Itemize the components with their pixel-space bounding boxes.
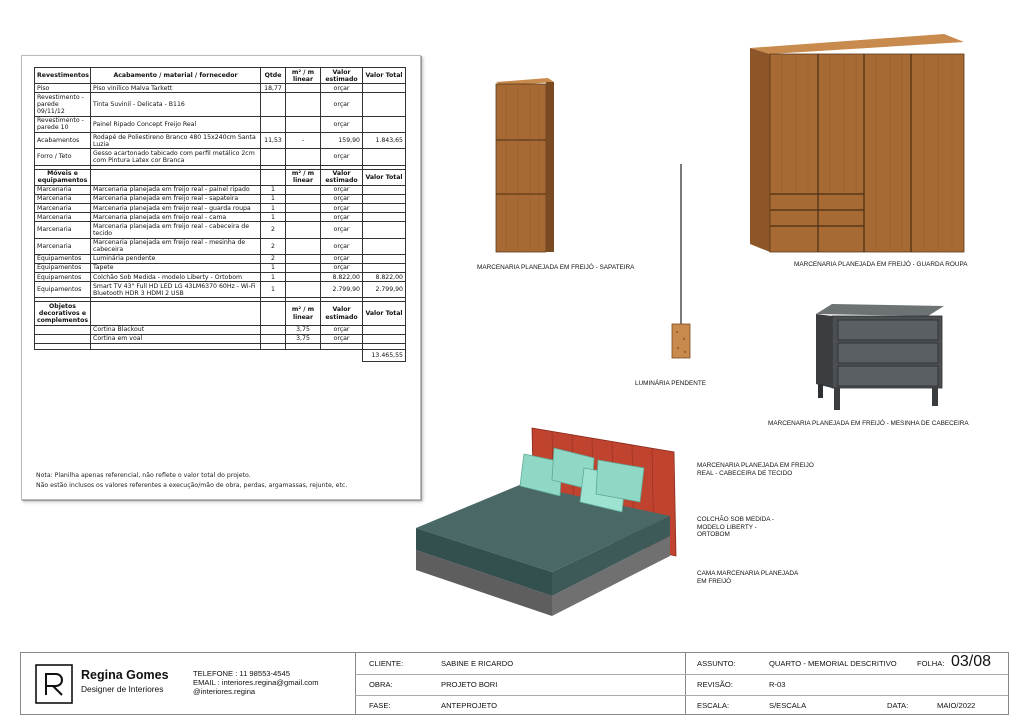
data-label: DATA: — [887, 701, 909, 710]
cabeceira-caption — [697, 462, 814, 477]
table-cell — [363, 149, 406, 165]
table-cell — [35, 334, 91, 343]
table-cell: Gesso acartonado tabicado com perfil metálico 2cm com Pintura Latex cor Branca — [91, 149, 261, 165]
regina-logo-icon — [34, 663, 74, 705]
table-cell: orçar — [321, 194, 363, 203]
table-header-cell: Revestimentos — [35, 68, 91, 84]
table-cell — [363, 185, 406, 194]
table-cell: - — [286, 133, 321, 149]
fase-label: FASE: — [369, 701, 391, 710]
table-cell: Marcenaria planejada em freijo real - sapateira — [91, 194, 261, 203]
table-cell: Cortina Blackout — [91, 325, 261, 334]
table-cell — [363, 84, 406, 93]
table-cell — [363, 93, 406, 116]
table-cell: orçar — [321, 116, 363, 132]
obra-value: PROJETO BORI — [441, 680, 498, 689]
table-cell: Tapete — [91, 263, 261, 272]
table-row — [35, 254, 406, 263]
table-cell: Smart TV 43" Full HD LED LG 43LM6370 60Hz - Wi-Fi Bluetooth HDR 3 HDMI 2 USB — [91, 282, 261, 298]
table-cell: orçar — [321, 254, 363, 263]
table-cell: Rodapé de Poliestireno Branco 480 15x240cm Santa Luzia — [91, 133, 261, 149]
table-cell — [286, 204, 321, 213]
table-cell: 1 — [261, 282, 286, 298]
fase-value: ANTEPROJETO — [441, 701, 497, 710]
table-cell: Revestimento - parede 09/11/12 — [35, 93, 91, 116]
table-cell — [286, 185, 321, 194]
table-header-cell: Valor Total — [363, 302, 406, 325]
table-row — [35, 222, 406, 238]
table-header-cell: m² / m linear — [286, 68, 321, 84]
title-block — [20, 652, 1009, 715]
table-cell: 8.822,00 — [321, 273, 363, 282]
table-cell: 1 — [261, 263, 286, 272]
table-cell: orçar — [321, 238, 363, 254]
cabeceira-caption-line2: REAL - CABECEIRA DE TECIDO — [697, 469, 793, 477]
table-cell — [286, 116, 321, 132]
data-value: MAIO/2022 — [937, 701, 976, 710]
table-cell: Marcenaria — [35, 213, 91, 222]
table-cell: Marcenaria planejada em freijo real - cabeceira de tecido — [91, 222, 261, 238]
table-cell: Marcenaria — [35, 204, 91, 213]
table-cell: orçar — [321, 185, 363, 194]
folha-value: 03/08 — [951, 653, 992, 670]
revisao-label: REVISÃO: — [697, 680, 733, 689]
table-row — [35, 93, 406, 116]
table-cell: 3,75 — [286, 325, 321, 334]
table-cell: orçar — [321, 93, 363, 116]
table-row — [35, 282, 406, 298]
table-row — [35, 116, 406, 132]
table-cell — [261, 334, 286, 343]
table-cell: Piso — [35, 84, 91, 93]
table-cell: orçar — [321, 222, 363, 238]
table-cell: Equipamentos — [35, 273, 91, 282]
table-cell: orçar — [321, 334, 363, 343]
budget-table — [34, 67, 406, 362]
colchao-caption-line2: MODELO LIBERTY - — [697, 523, 757, 531]
table-header-row — [35, 68, 406, 84]
table-cell: 1 — [261, 204, 286, 213]
table-cell — [363, 204, 406, 213]
table-cell: 2 — [261, 254, 286, 263]
table-cell — [363, 213, 406, 222]
table-total-row — [35, 350, 406, 362]
table-header-cell: m² / m linear — [286, 302, 321, 325]
table-cell — [363, 263, 406, 272]
table-cell: 11,53 — [261, 133, 286, 149]
table-row — [35, 238, 406, 254]
table-header-cell: Valor Total — [363, 169, 406, 185]
table-cell: Equipamentos — [35, 254, 91, 263]
mesinha-caption: MARCENARIA PLANEJADA EM FREIJÓ - MESINHA DE CABECEIRA — [768, 420, 969, 427]
table-cell: Equipamentos — [35, 282, 91, 298]
table-header-cell: m² / m linear — [286, 169, 321, 185]
table-cell: 8.822,00 — [363, 273, 406, 282]
table-cell — [286, 282, 321, 298]
table-row — [35, 185, 406, 194]
assunto-label: ASSUNTO: — [697, 659, 736, 668]
table-row — [35, 204, 406, 213]
table-row — [35, 149, 406, 165]
table-cell: 1 — [261, 213, 286, 222]
contact-email: EMAIL : interiores.regina@gmail.com — [193, 678, 319, 687]
table-header-cell: Qtde — [261, 68, 286, 84]
assunto-value: QUARTO - MEMORIAL DESCRITIVO — [769, 659, 897, 668]
table-cell: 2 — [261, 222, 286, 238]
table-cell: Marcenaria planejada em freijo real - cama — [91, 213, 261, 222]
table-cell: Colchão Sob Medida - modelo Liberty - Ortobom — [91, 273, 261, 282]
table-row — [35, 325, 406, 334]
table-header-cell: Móveis e equipamentos — [35, 169, 91, 185]
note-2: Não estão inclusos os valores referentes a execução/mão de obra, perdas, argamassas, rejunte, etc. — [36, 481, 348, 489]
cama-caption-line2: EM FREIJÓ — [697, 577, 732, 585]
table-header-cell — [91, 302, 261, 325]
table-header-row — [35, 169, 406, 185]
table-cell: Marcenaria — [35, 222, 91, 238]
table-header-cell: Objetos decorativos e complementos — [35, 302, 91, 325]
table-cell — [363, 222, 406, 238]
table-cell — [286, 149, 321, 165]
table-cell: Marcenaria — [35, 194, 91, 203]
table-cell: Marcenaria planejada em freijo real - guarda roupa — [91, 204, 261, 213]
escala-value: S/ESCALA — [769, 701, 807, 710]
cliente-label: CLIENTE: — [369, 659, 404, 668]
table-row — [35, 133, 406, 149]
table-cell: 1.843,65 — [363, 133, 406, 149]
guarda-roupa-drawing — [748, 32, 966, 254]
table-cell — [363, 238, 406, 254]
contact-instagram: @interiores.regina — [193, 687, 256, 696]
table-header-row — [35, 302, 406, 325]
table-cell — [35, 325, 91, 334]
budget-spreadsheet — [21, 55, 421, 500]
obra-label: OBRA: — [369, 680, 393, 689]
table-header-cell: Valor estimado — [321, 169, 363, 185]
table-cell — [363, 116, 406, 132]
table-cell: Piso vinílico Malva Tarkett — [91, 84, 261, 93]
table-cell — [286, 263, 321, 272]
table-cell: orçar — [321, 204, 363, 213]
table-cell: 3,75 — [286, 334, 321, 343]
table-cell — [363, 254, 406, 263]
table-row — [35, 263, 406, 272]
table-cell: Marcenaria — [35, 185, 91, 194]
table-cell: orçar — [321, 263, 363, 272]
table-cell: 2 — [261, 238, 286, 254]
table-cell — [363, 194, 406, 203]
table-cell: Cortina em voal — [91, 334, 261, 343]
cliente-value: SABINE E RICARDO — [441, 659, 514, 668]
table-cell: Painel Ripado Concept Freijo Real — [91, 116, 261, 132]
table-header-cell: Acabamento / material / fornecedor — [91, 68, 261, 84]
table-cell — [286, 84, 321, 93]
table-notes — [36, 471, 347, 490]
table-cell: Equipamentos — [35, 263, 91, 272]
table-cell — [286, 194, 321, 203]
table-cell — [286, 254, 321, 263]
luminaria-drawing — [666, 164, 696, 360]
guarda-roupa-caption: MARCENARIA PLANEJADA EM FREIJÓ - GUARDA ROUPA — [794, 261, 968, 268]
note-1: Nota: Planilha apenas referencial, não reflete o valor total do projeto. — [36, 472, 251, 479]
cama-drawing — [412, 424, 682, 616]
table-cell: Revestimento - parede 10 — [35, 116, 91, 132]
table-row — [35, 273, 406, 282]
table-cell — [261, 325, 286, 334]
table-cell: 2.799,90 — [363, 282, 406, 298]
table-cell: orçar — [321, 325, 363, 334]
table-grand-total: 13.465,55 — [363, 350, 406, 362]
table-header-cell: Valor estimado — [321, 302, 363, 325]
sapateira-drawing — [492, 76, 558, 256]
table-cell: Acabamentos — [35, 133, 91, 149]
cama-caption — [697, 570, 798, 585]
table-cell: 2.799,90 — [321, 282, 363, 298]
table-cell — [261, 116, 286, 132]
table-cell: 159,90 — [321, 133, 363, 149]
contact-phone: TELEFONE : 11 98553-4545 — [193, 669, 290, 678]
table-cell: Luminária pendente — [91, 254, 261, 263]
table-header-cell: Valor Total — [363, 68, 406, 84]
cama-caption-line1: CAMA MARCENARIA PLANEJADA — [697, 570, 799, 577]
table-cell: 1 — [261, 194, 286, 203]
brand-subtitle: Designer de Interiores — [81, 684, 164, 694]
table-cell: Marcenaria — [35, 238, 91, 254]
table-cell: Forro / Teto — [35, 149, 91, 165]
table-cell: Marcenaria planejada em freijo real - painel ripado — [91, 185, 261, 194]
table-row — [35, 334, 406, 343]
escala-label: ESCALA: — [697, 701, 730, 710]
table-cell: 1 — [261, 273, 286, 282]
revisao-value: R-03 — [769, 680, 786, 689]
table-cell — [363, 325, 406, 334]
table-cell: Tinta Suvinil - Delicata - B116 — [91, 93, 261, 116]
table-row — [35, 213, 406, 222]
table-row — [35, 84, 406, 93]
table-header-cell — [261, 169, 286, 185]
table-cell: orçar — [321, 149, 363, 165]
table-cell: orçar — [321, 84, 363, 93]
table-header-cell: Valor estimado — [321, 68, 363, 84]
table-cell — [286, 213, 321, 222]
folha-label: FOLHA: — [917, 659, 945, 668]
table-cell — [261, 93, 286, 116]
table-row — [35, 194, 406, 203]
table-cell — [286, 238, 321, 254]
table-cell — [286, 222, 321, 238]
sapateira-caption: MARCENARIA PLANEJADA EM FREIJÓ - SAPATEIRA — [477, 264, 635, 271]
colchao-caption-line3: ORTOBOM — [697, 531, 730, 539]
table-cell — [286, 273, 321, 282]
cabeceira-caption-line1: MARCENARIA PLANEJADA EM FREIJO — [697, 462, 814, 469]
table-cell: 1 — [261, 185, 286, 194]
mesinha-drawing — [812, 302, 946, 412]
luminaria-caption: LUMINÁRIA PENDENTE — [635, 380, 707, 387]
table-cell: 18,77 — [261, 84, 286, 93]
brand-name: Regina Gomes — [81, 668, 169, 682]
table-header-cell — [91, 169, 261, 185]
table-cell — [363, 334, 406, 343]
table-cell: Marcenaria planejada em freijo real - mesinha de cabeceira — [91, 238, 261, 254]
table-cell — [286, 93, 321, 116]
table-header-cell — [261, 302, 286, 325]
colchao-caption-line1: COLCHÃO SOB MEDIDA - — [697, 516, 775, 523]
table-cell — [261, 149, 286, 165]
table-cell: orçar — [321, 213, 363, 222]
colchao-caption — [697, 516, 774, 539]
